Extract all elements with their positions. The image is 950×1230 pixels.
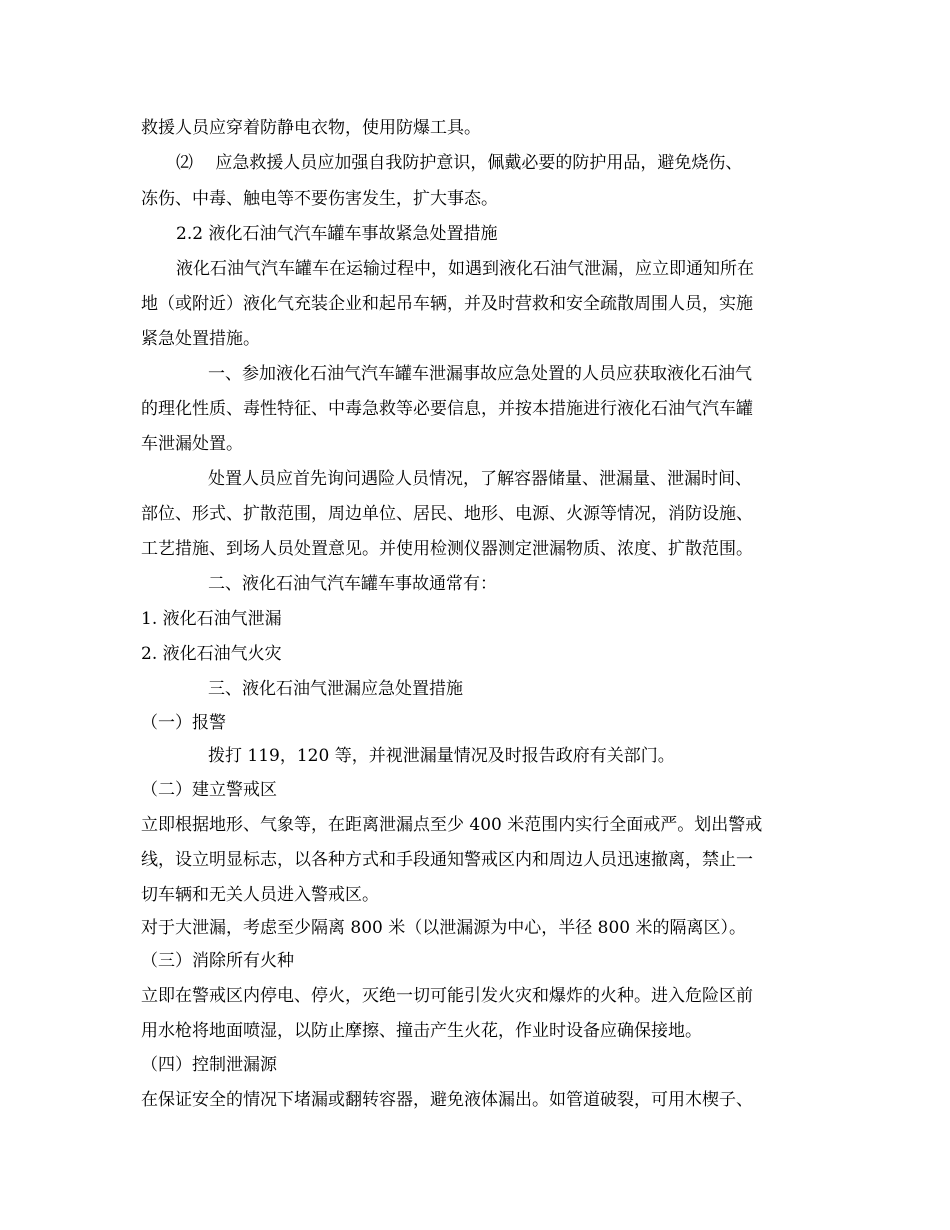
text-line: 对于大泄漏，考虑至少隔离 800 米（以泄漏源为中心，半径 800 米的隔离区）。	[141, 918, 747, 938]
text-line: 冻伤、中毒、触电等不要伤害发生，扩大事态。	[141, 189, 498, 209]
subsection-heading: （四）控制泄漏源	[141, 1055, 277, 1075]
text-line: 在保证安全的情况下堵漏或翻转容器，避免液体漏出。如管道破裂，可用木楔子、	[141, 1090, 753, 1110]
text-line: 立即在警戒区内停电、停火，灭绝一切可能引发火灾和爆炸的火种。进入危险区前	[141, 986, 753, 1006]
subsection-heading: （三）消除所有火种	[141, 951, 294, 971]
section-heading: 2.2 液化石油气汽车罐车事故紧急处置措施	[176, 224, 498, 244]
text-line: 一、参加液化石油气汽车罐车泄漏事故应急处置的人员应获取液化石油气	[208, 364, 752, 384]
text-line: 立即根据地形、气象等，在距离泄漏点至少 400 米范围内实行全面戒严。划出警戒	[141, 815, 763, 835]
text-line: 拨打 119，120 等，并视泄漏量情况及时报告政府有关部门。	[208, 746, 675, 766]
text-line: 地（或附近）液化气充装企业和起吊车辆，并及时营救和安全疏散周围人员，实施	[141, 294, 753, 314]
section-heading: 二、液化石油气汽车罐车事故通常有：	[208, 574, 497, 594]
subsection-heading: （一）报警	[141, 713, 226, 733]
text-line: 部位、形式、扩散范围，周边单位、居民、地形、电源、火源等情况，消防设施、	[141, 504, 753, 524]
text-line: 处置人员应首先询问遇险人员情况，了解容器储量、泄漏量、泄漏时间、	[208, 469, 752, 489]
text-line: 工艺措施、到场人员处置意见。并使用检测仪器测定泄漏物质、浓度、扩散范围。	[141, 539, 753, 559]
text-line: 紧急处置措施。	[141, 329, 260, 349]
list-item: 1. 液化石油气泄漏	[141, 609, 282, 629]
text-line: 液化石油气汽车罐车在运输过程中，如遇到液化石油气泄漏，应立即通知所在	[176, 259, 754, 279]
list-item: 2. 液化石油气火灾	[141, 644, 282, 664]
section-heading: 三、液化石油气泄漏应急处置措施	[208, 679, 463, 699]
text-line: 线，设立明显标志，以各种方式和手段通知警戒区内和周边人员迅速撤离，禁止一	[141, 850, 753, 870]
text-line: 车泄漏处置。	[141, 434, 243, 454]
text-line: 切车辆和无关人员进入警戒区。	[141, 885, 379, 905]
text-line: 用水枪将地面喷湿，以防止摩擦、撞击产生火花，作业时设备应确保接地。	[141, 1021, 702, 1041]
text-line: 救援人员应穿着防静电衣物，使用防爆工具。	[141, 118, 481, 138]
subsection-heading: （二）建立警戒区	[141, 780, 277, 800]
text-line: ⑵ 应急救援人员应加强自我防护意识，佩戴必要的防护用品，避免烧伤、	[176, 153, 743, 173]
text-line: 的理化性质、毒性特征、中毒急救等必要信息，并按本措施进行液化石油气汽车罐	[141, 399, 753, 419]
